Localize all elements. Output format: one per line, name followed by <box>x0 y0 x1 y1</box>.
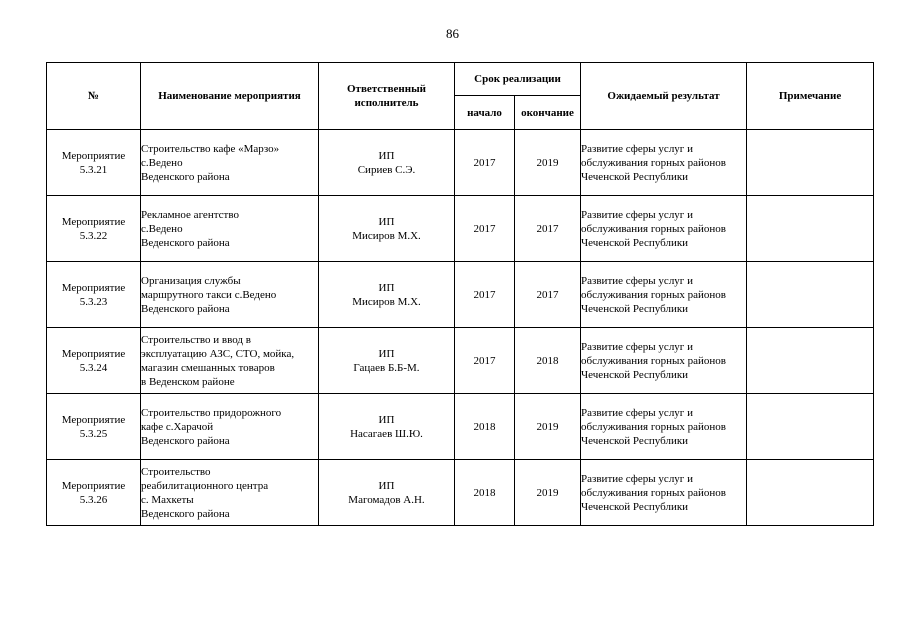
activity-number-line: Мероприятие <box>61 413 126 426</box>
activity-name <box>141 262 319 328</box>
activity-name-line: Строительство придорожного <box>141 406 282 419</box>
header-name: Наименование мероприятия <box>141 63 319 130</box>
activity-number-line: 5.3.24 <box>79 361 108 374</box>
activity-name-line: с. Махкеты <box>141 493 194 506</box>
activity-result-line: обслуживания горных районов <box>581 420 726 433</box>
table-row <box>47 262 874 328</box>
activity-name-line: Веденского района <box>141 236 230 249</box>
activity-executor-line: Гацаев Б.Б-М. <box>353 361 420 374</box>
activity-name-line: с.Ведено <box>141 222 183 235</box>
activity-result-line: Развитие сферы услуг и <box>581 274 693 287</box>
header-result: Ожидаемый результат <box>581 63 747 130</box>
activity-name <box>141 130 319 196</box>
header-start: начало <box>455 96 515 130</box>
activity-executor <box>319 262 455 328</box>
header-executor-line: исполнитель <box>354 97 419 109</box>
activity-result-line: обслуживания горных районов <box>581 156 726 169</box>
activity-end-year: 2017 <box>515 262 581 328</box>
activity-executor-line: Насагаев Ш.Ю. <box>350 427 423 440</box>
activity-name-line: Организация службы <box>141 274 241 287</box>
activity-result-line: Развитие сферы услуг и <box>581 472 693 485</box>
activity-number-line: 5.3.25 <box>79 427 108 440</box>
activity-name-line: с.Ведено <box>141 156 183 169</box>
table-header-row <box>47 63 874 96</box>
header-period: Срок реализации <box>455 63 581 96</box>
activity-result-line: Развитие сферы услуг и <box>581 142 693 155</box>
activity-number-line: 5.3.23 <box>79 295 108 308</box>
header-executor-line: Ответственный <box>346 83 427 95</box>
activity-name-line: Веденского района <box>141 507 230 520</box>
activity-note <box>747 262 874 328</box>
activity-executor <box>319 460 455 526</box>
activity-name-line: Строительство и ввод в <box>141 333 251 346</box>
activity-name-line: Веденского района <box>141 302 230 315</box>
activity-result-line: Развитие сферы услуг и <box>581 340 693 353</box>
activity-result <box>581 262 747 328</box>
activity-note <box>747 394 874 460</box>
activity-start-year: 2018 <box>455 460 515 526</box>
activity-number <box>47 394 141 460</box>
header-end: окончание <box>515 96 581 130</box>
activity-name-line: кафе с.Харачой <box>141 420 214 433</box>
activity-number <box>47 460 141 526</box>
activity-number-line: Мероприятие <box>61 149 126 162</box>
activity-name-line: Веденского района <box>141 434 230 447</box>
activity-name-line: маршрутного такси с.Ведено <box>141 288 277 301</box>
activity-executor-line: Мисиров М.Х. <box>352 295 421 308</box>
activity-result-line: Чеченской Республики <box>581 368 689 381</box>
activity-number-line: Мероприятие <box>61 281 126 294</box>
activity-number <box>47 196 141 262</box>
activity-start-year: 2017 <box>455 130 515 196</box>
activity-result-line: Чеченской Республики <box>581 236 689 249</box>
activity-number-line: Мероприятие <box>61 347 126 360</box>
activity-end-year: 2019 <box>515 394 581 460</box>
activity-result <box>581 394 747 460</box>
activity-result-line: Чеченской Республики <box>581 302 689 315</box>
activity-number <box>47 328 141 394</box>
activity-start-year: 2017 <box>455 328 515 394</box>
page-number: 86 <box>446 26 459 41</box>
activity-result <box>581 130 747 196</box>
activity-result-line: обслуживания горных районов <box>581 288 726 301</box>
activity-note <box>747 460 874 526</box>
activity-end-year: 2017 <box>515 196 581 262</box>
activity-name <box>141 460 319 526</box>
activity-end-year: 2019 <box>515 460 581 526</box>
activity-number-line: Мероприятие <box>61 215 126 228</box>
activity-result-line: обслуживания горных районов <box>581 486 726 499</box>
activity-result-line: Развитие сферы услуг и <box>581 208 693 221</box>
table-row <box>47 328 874 394</box>
activity-number-line: 5.3.21 <box>79 163 108 176</box>
activity-number-line: 5.3.22 <box>79 229 108 242</box>
activity-note <box>747 328 874 394</box>
activities-table <box>46 62 874 526</box>
table-body <box>47 130 874 526</box>
activity-result <box>581 460 747 526</box>
activity-executor <box>319 328 455 394</box>
activity-end-year: 2019 <box>515 130 581 196</box>
activity-note <box>747 130 874 196</box>
activity-name-line: магазин смешанных товаров <box>141 361 275 374</box>
activity-number <box>47 130 141 196</box>
activity-name <box>141 328 319 394</box>
header-number: № <box>47 63 141 130</box>
activity-result-line: Развитие сферы услуг и <box>581 406 693 419</box>
activity-result-line: обслуживания горных районов <box>581 354 726 367</box>
activity-number-line: Мероприятие <box>61 479 126 492</box>
activity-start-year: 2018 <box>455 394 515 460</box>
activity-result <box>581 328 747 394</box>
activity-end-year: 2018 <box>515 328 581 394</box>
activity-name <box>141 394 319 460</box>
table-row <box>47 130 874 196</box>
table-row <box>47 460 874 526</box>
activity-executor <box>319 196 455 262</box>
activity-result-line: Чеченской Республики <box>581 500 689 513</box>
activity-executor <box>319 130 455 196</box>
activity-start-year: 2017 <box>455 262 515 328</box>
activity-result <box>581 196 747 262</box>
activity-executor-line: ИП <box>378 149 395 162</box>
table-row <box>47 196 874 262</box>
activity-name-line: Строительство <box>141 465 211 478</box>
activity-result-line: Чеченской Республики <box>581 170 689 183</box>
activity-result-line: обслуживания горных районов <box>581 222 726 235</box>
header-note: Примечание <box>747 63 874 130</box>
table-row <box>47 394 874 460</box>
activity-executor-line: Сириев С.Э. <box>357 163 416 176</box>
activity-executor-line: ИП <box>378 347 395 360</box>
activity-start-year: 2017 <box>455 196 515 262</box>
activity-number <box>47 262 141 328</box>
activity-executor-line: ИП <box>378 479 395 492</box>
activity-executor-line: ИП <box>378 413 395 426</box>
activity-name-line: Рекламное агентство <box>141 208 239 221</box>
activity-result-line: Чеченской Республики <box>581 434 689 447</box>
activity-executor-line: ИП <box>378 281 395 294</box>
activity-name-line: Веденского района <box>141 170 230 183</box>
activity-executor-line: ИП <box>378 215 395 228</box>
activity-executor-line: Мисиров М.Х. <box>352 229 421 242</box>
activity-executor <box>319 394 455 460</box>
activity-name-line: в Веденском районе <box>141 375 235 388</box>
activity-name-line: Строительство кафе «Марзо» <box>141 142 280 155</box>
activity-executor-line: Магомадов А.Н. <box>348 493 425 506</box>
activity-name <box>141 196 319 262</box>
header-executor <box>319 63 455 130</box>
activity-name-line: реабилитационного центра <box>141 479 269 492</box>
activity-name-line: эксплуатацию АЗС, СТО, мойка, <box>141 347 295 360</box>
activity-number-line: 5.3.26 <box>79 493 108 506</box>
activity-note <box>747 196 874 262</box>
